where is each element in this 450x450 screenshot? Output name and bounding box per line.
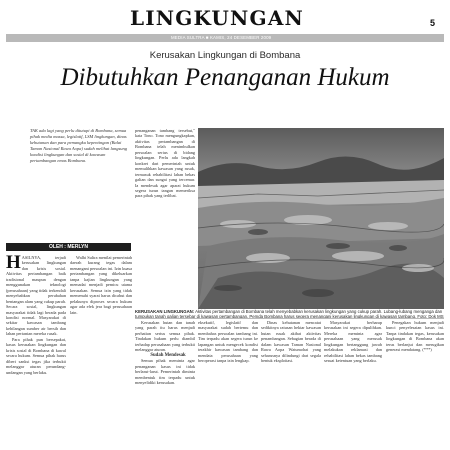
caption-divider	[135, 318, 444, 319]
section-masthead: LINGKUNGAN	[129, 6, 305, 30]
body-column-6	[261, 320, 321, 445]
date-band	[6, 34, 444, 42]
b5-text: Penegakan hukum menjadi kunci penyelesaian kasus ini. Tanpa tindakan tegas, kerusakan lingkungan di Bombana akan terus berlanjut dan merugikan generasi mendatang. (***)	[386, 320, 444, 353]
article-headline: Dibutuhkan Penanganan Hukum	[60, 64, 390, 91]
b4-text: Masyarakat berharap kerusakan ini segera dipulihkan. Mereka meminta agar perusahaan yang merusak lingkungan bertanggung jawab melakukan reklamasi dan rehabilitasi lahan bekas tambang sesuai ketentuan yang berlaku.	[324, 320, 382, 364]
col3-text: penanganan tambang tersebut," kata Tono. Tono mengungkapkan, aktivitas pertambangan di Bombana telah menimbulkan persoalan serius di bidang lingkungan. Perlu ada langkah konkret dari pemerintah untuk memulihkan kawasan yang rusak, termasuk rehabilitasi lahan bekas galian dan sungai yang tercemar. Ia mendesak agar aparat hukum segera turun tangan memeriksa para pihak yang terlibat.	[135, 128, 195, 199]
caption-label: KERUSAKAN LINGKUNGAN:	[135, 309, 195, 314]
page-number: 5	[430, 18, 436, 28]
b1b-text: Semua pihak meminta agar penanganan kasus ini tidak berlarut-larut. Pemerintah diminta membentuk tim terpadu untuk menyelidiki kerusakan.	[135, 358, 195, 385]
body-column-5	[198, 320, 258, 445]
photo-illustration	[198, 128, 444, 309]
b1-text: Kerusakan hutan dan tanah yang parah itu harus menjadi perhatian serius semua pihak. Tindakan hukum perlu diambil terhadap perusahaan yang terbukti melanggar aturan.	[135, 320, 195, 353]
body-column-8	[386, 320, 444, 445]
subhead: Sudah Mendesak	[150, 352, 186, 358]
col2-text: Walhi Sultra menilai pemerintah daerah kurang tegas dalam menangani persoalan ini. Izin kuasa pertambangan yang dikeluarkan tanpa kajian lingkungan yang memadai menjadi pemicu utama kerusakan. Semua izin yang tidak memenuhi syarat harus dicabut dan pelakunya diproses secara hukum agar ada efek jera bagi perusahaan lain.	[70, 255, 132, 315]
body-column-2	[70, 255, 132, 445]
b3-text: Dinas kehutanan mencatat sedikitnya ratusan hektar kawasan hutan rusak akibat aktivitas penambangan. Sebagian berada di dalam kawasan Taman Nasional Rawa Aopa Watumohai yang seharusnya dilindungi dari segala bentuk eksploitasi.	[261, 320, 321, 364]
body-column-3	[135, 128, 195, 266]
body-column-7	[324, 320, 382, 445]
article-kicker: Kerusakan Lingkungan di Bombana	[149, 50, 301, 61]
article-intro: TAK ada lagi yang perlu ditutupi di Bombana, semua pihak media massa, legislatif, LSM lingkungan, dinas kehutanan dan para pemangku kepentingan (Balai Taman Nasional Rawa Aopa) sudah melihat langsung kondisi lingkungan dan sosial di kawasan pertambangan emas Bombana.	[30, 128, 128, 163]
col1b-text: Para pihak pun bersepakat, kasus kerusakan lingkungan dan krisis sosial di Bombana di kawal secara hukum. Semua pihak harus diberi sanksi tegas jika terbukti melanggar aturan perundang-undangan yang berlaku.	[6, 336, 66, 375]
date-line: MEDIA SULTRA ■ KAMIS, 24 DESEMBER 2009	[171, 35, 272, 40]
drop-cap: H	[6, 252, 21, 273]
col1-text: ASILNYA, terjadi kerusakan lingkungan dan krisis sosial. Aktivitas pertambangan baik tradisional maupun dengan menggunakan teknologi (perusahaan) yang tidak terkendali menyebabkan perubahan bentangan alam yang cukup parah. Secara sosial, lingkungan masyarakat tidak lagi berada pada kondisi normal. Masyarakat di sekitar kawasan tambang kehilangan sumber air bersih dan lahan pertanian mereka rusak.	[6, 255, 66, 337]
b2-text: eksekutif, legislatif dan masyarakat sudah bertemu dan membahas persoalan tambang ini. Tim terpadu akan segera turun ke lapangan untuk mengecek kondisi terakhir kawasan tambang dan mendata perusahaan yang beroperasi tanpa izin lengkap.	[198, 320, 258, 364]
mining-site-photo	[198, 128, 444, 309]
author-byline: OLEH : MERLYN	[49, 244, 88, 250]
caption-text: Aktivitas pertambangan di Bombana telah menyebabkan kerusakan lingkungan yang cukup parah. Lubang-lubang menganga dan tumpukan tanah galian tersebar di kawasan pertambangan. Pemda Bombana harus segera menangani kerusakan lingkungan di kawasan tambang. Foto: Dok MS	[135, 309, 444, 320]
body-column-4	[135, 320, 195, 445]
author-bar	[6, 243, 131, 251]
body-column-1	[6, 252, 66, 445]
